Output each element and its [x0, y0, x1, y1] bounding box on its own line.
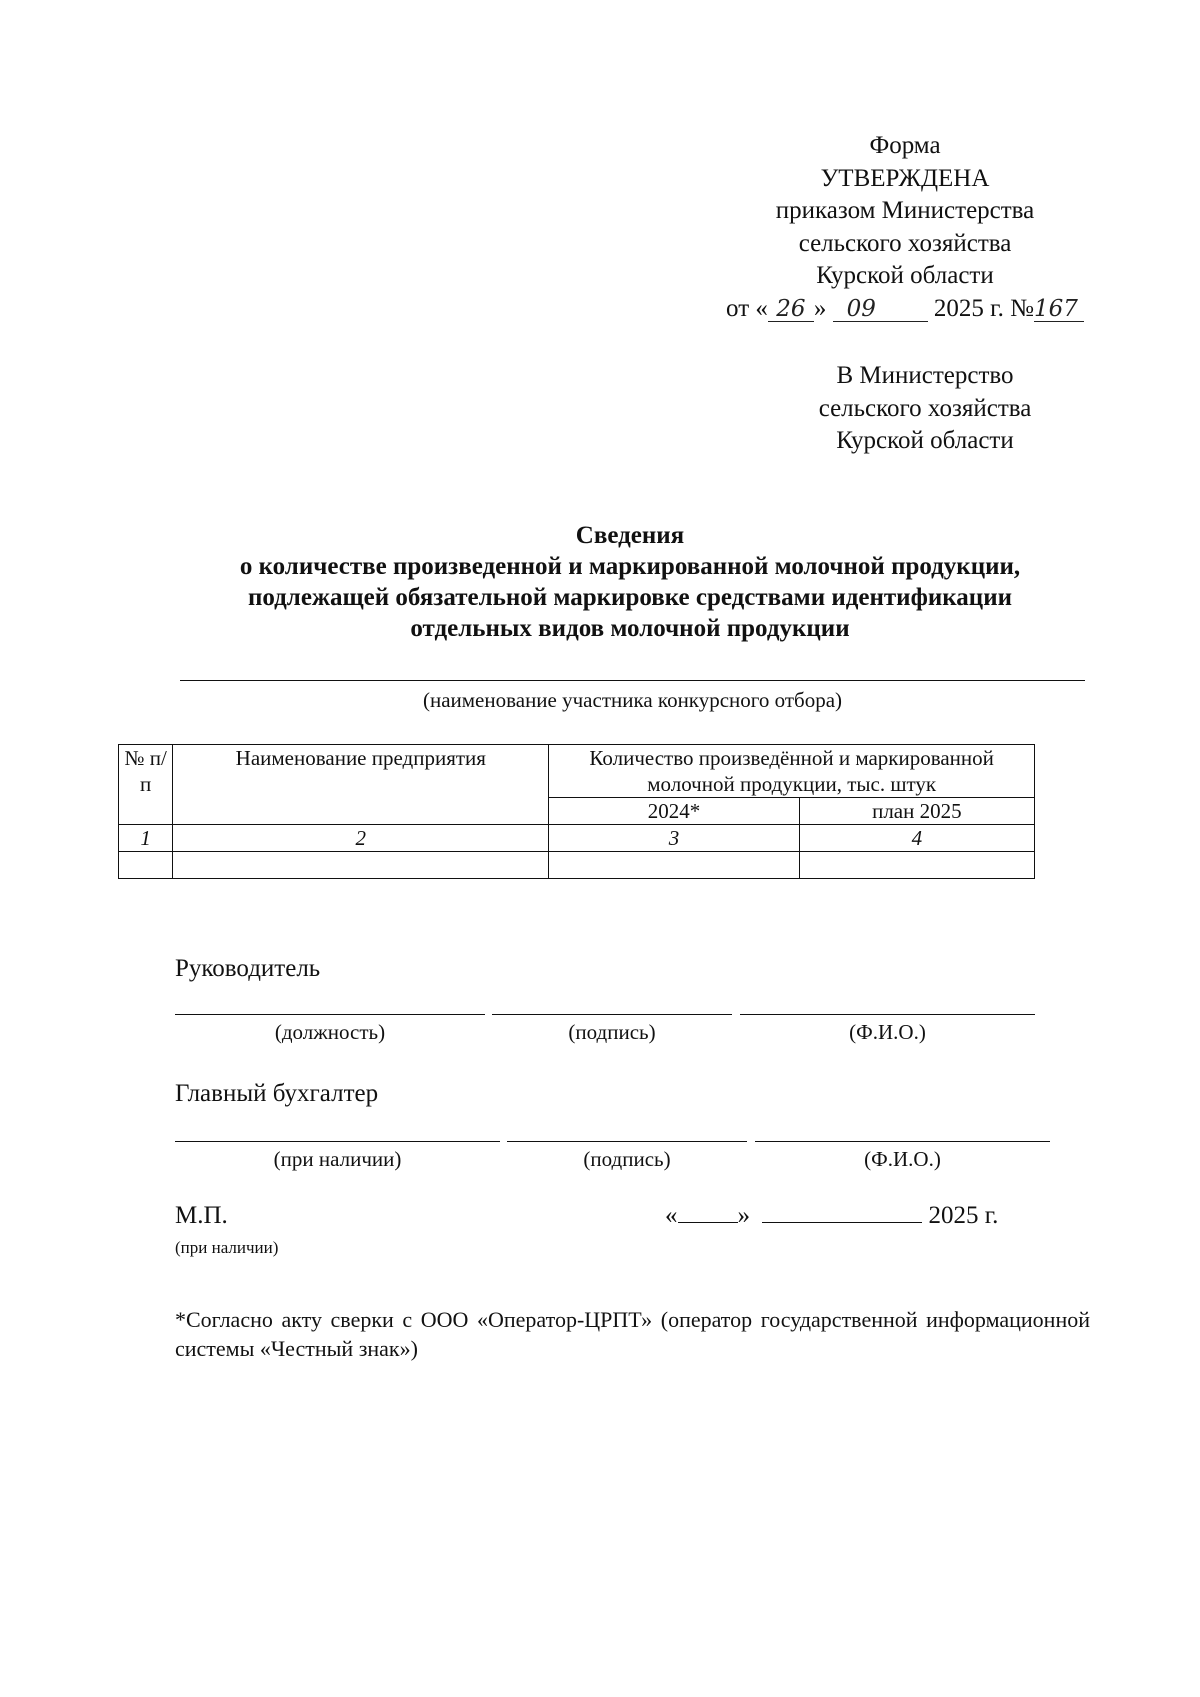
date-prefix: от « — [726, 294, 768, 322]
index-cell: 2 — [173, 825, 549, 852]
subheader-plan-2025: план 2025 — [799, 798, 1034, 825]
empty-cell-plan[interactable] — [799, 852, 1034, 879]
handwritten-order-number: 167 — [1034, 297, 1084, 322]
date-day-field[interactable] — [678, 1202, 738, 1223]
accountant-position-field[interactable] — [175, 1141, 500, 1142]
empty-cell-num[interactable] — [119, 852, 173, 879]
participant-name-field[interactable] — [180, 680, 1085, 681]
index-cell: 4 — [799, 825, 1034, 852]
empty-cell-name[interactable] — [173, 852, 549, 879]
stamp-label: М.П. — [175, 1202, 228, 1229]
addressee-line-2: сельского хозяйства — [818, 394, 1032, 422]
handwritten-day: 26 — [768, 297, 814, 322]
head-name-caption: (Ф.И.О.) — [849, 1020, 926, 1044]
production-table — [118, 744, 1035, 879]
index-cell: 1 — [119, 825, 173, 852]
approval-form-label: Форма — [869, 132, 941, 159]
approval-ministry-line: сельского хозяйства — [798, 229, 1012, 257]
date-year: 2025 г. — [928, 1202, 999, 1229]
approval-order-line: приказом Министерства — [775, 197, 1035, 224]
title-line-3: подлежащей обязательной маркировке средствами идентификации — [247, 584, 1013, 611]
header-quantity: Количество произведённой и маркированной молочной продукции, тыс. штук — [549, 745, 1035, 798]
accountant-name-field[interactable] — [755, 1141, 1050, 1142]
head-position-caption: (должность) — [274, 1020, 386, 1044]
date-open-quote: « — [665, 1202, 678, 1229]
head-position-field[interactable] — [175, 1014, 485, 1015]
head-name-field[interactable] — [740, 1014, 1035, 1015]
accountant-signature-field[interactable] — [507, 1141, 747, 1142]
footnote: *Согласно акту сверки с ООО «Оператор-ЦРПТ» (оператор государственной информационной системы «Честный знак») — [175, 1307, 1090, 1361]
accountant-position-caption: (при наличии) — [273, 1147, 402, 1171]
accountant-signature-caption: (подпись) — [583, 1147, 671, 1171]
header-enterprise-name: Наименование предприятия — [173, 745, 549, 825]
subheader-2024: 2024* — [549, 798, 799, 825]
date-field — [665, 1202, 998, 1230]
title-line-1: Сведения — [575, 522, 685, 549]
accountant-title: Главный бухгалтер — [175, 1080, 379, 1107]
document-title — [150, 520, 1110, 644]
handwritten-month: 09 — [833, 297, 928, 322]
index-cell: 3 — [549, 825, 799, 852]
table-row — [119, 852, 1035, 879]
approval-block — [670, 130, 1140, 325]
approval-date-line — [670, 293, 1140, 326]
participant-caption: (наименование участника конкурсного отбора) — [422, 688, 843, 712]
head-title: Руководитель — [175, 955, 321, 982]
head-signature-field[interactable] — [492, 1014, 732, 1015]
approval-approved-label: УТВЕРЖДЕНА — [820, 164, 990, 192]
head-signature-caption: (подпись) — [568, 1020, 656, 1044]
title-line-2: о количестве произведенной и маркированной молочной продукции, — [239, 553, 1021, 580]
accountant-name-caption: (Ф.И.О.) — [864, 1147, 941, 1171]
addressee-block — [760, 360, 1090, 458]
date-close-quote: » — [737, 1202, 750, 1229]
date-year: 2025 г. № — [927, 294, 1034, 322]
addressee-line-3: Курской области — [836, 427, 1014, 454]
addressee-line-1: В Министерство — [836, 362, 1014, 389]
stamp-note: (при наличии) — [175, 1238, 279, 1257]
title-line-4: отдельных видов молочной продукции — [410, 615, 850, 642]
empty-cell-2024[interactable] — [549, 852, 799, 879]
approval-region-line: Курской области — [816, 262, 994, 289]
date-mid: » — [813, 294, 827, 322]
table-index-row — [119, 825, 1035, 852]
table-header-row — [119, 745, 1035, 798]
header-num: № п/п — [119, 745, 173, 825]
date-month-field[interactable] — [762, 1202, 922, 1223]
